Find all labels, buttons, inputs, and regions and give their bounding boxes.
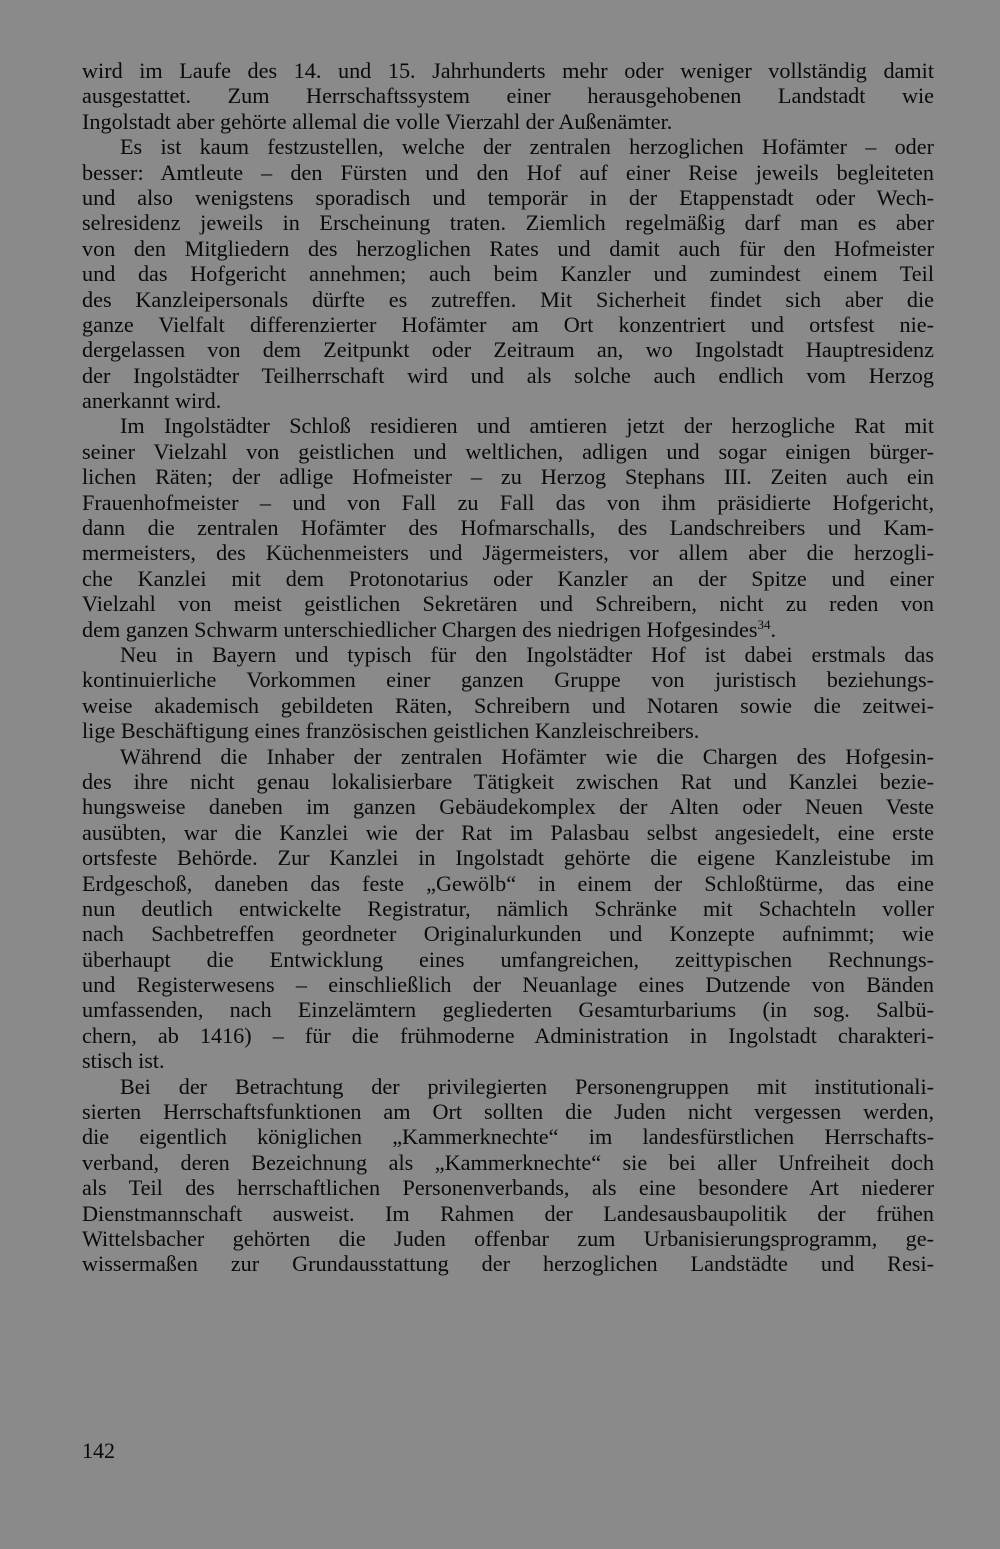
- line-text: des Kanzleipersonals dürfte es zutreffen. Mit Sicherheit findet sich aber die: [82, 286, 934, 312]
- text-line: [82, 515, 934, 540]
- text-line: [82, 312, 934, 337]
- line-text: lichen Räten; der adlige Hofmeister – zu Herzog Stephans III. Zeiten auch ein: [82, 464, 934, 490]
- text-line: [82, 794, 934, 819]
- footnote-marker[interactable]: 34: [757, 616, 771, 632]
- paragraph: [82, 413, 934, 642]
- text-line: [82, 667, 934, 692]
- text-line: [82, 185, 934, 210]
- line-text: mermeisters, des Küchenmeisters und Jägermeisters, vor allem aber die herzogli-: [82, 540, 934, 566]
- line-text: Während die Inhaber der zentralen Hofämter wie die Chargen des Hofgesin-: [120, 743, 934, 769]
- line-text: ganze Vielfalt differenzierter Hofämter am Ort konzentriert und ortsfest nie-: [82, 311, 934, 337]
- paragraph: [82, 1074, 934, 1277]
- text-line: [82, 566, 934, 591]
- text-line: [82, 58, 934, 83]
- text-line: [82, 1099, 934, 1124]
- text-line: [82, 1251, 934, 1276]
- line-text: stisch ist.: [82, 1048, 165, 1074]
- line-text: besser: Amtleute – den Fürsten und den Hof auf einer Reise jeweils begleiteten: [82, 159, 934, 185]
- line-tail: .: [770, 616, 777, 642]
- text-line: [82, 871, 934, 896]
- line-text: dem ganzen Schwarm unterschiedlicher Chargen des niedrigen Hofgesindes: [82, 616, 758, 642]
- line-text: und also wenigstens sporadisch und temporär in der Etappenstadt oder Wech-: [82, 184, 934, 210]
- text-line: [82, 1074, 934, 1099]
- line-text: umfassenden, nach Einzelämtern gegliederten Gesamturbariums (in sog. Salbü-: [82, 997, 934, 1023]
- text-line: [82, 413, 934, 438]
- paragraph: [82, 642, 934, 744]
- text-line: [82, 134, 934, 159]
- text-line: [82, 1150, 934, 1175]
- line-text: lige Beschäftigung eines französischen geistlichen Kanzleischreibers.: [82, 718, 700, 744]
- line-text: seiner Vielzahl von geistlichen und weltlichen, adligen und sogar einigen bürger-: [82, 438, 934, 464]
- line-text: ausübten, war die Kanzlei wie der Rat im Palasbau selbst angesiedelt, eine erste: [82, 819, 934, 845]
- paragraph: [82, 134, 934, 413]
- line-text: dergelassen von dem Zeitpunkt oder Zeitraum an, wo Ingolstadt Hauptresidenz: [82, 337, 934, 363]
- page-number: 142: [82, 1438, 115, 1463]
- text-line: [82, 744, 934, 769]
- text-line: [82, 972, 934, 997]
- text-line: [82, 1226, 934, 1251]
- text-line: [82, 160, 934, 185]
- line-text: wissermaßen zur Grundausstattung der herzoglichen Landstädte und Resi-: [82, 1251, 934, 1277]
- text-line: [82, 997, 934, 1022]
- line-text: Bei der Betrachtung der privilegierten Personengruppen mit institutionali-: [120, 1073, 934, 1099]
- line-text: hungsweise daneben im ganzen Gebäudekomplex der Alten oder Neuen Veste: [82, 794, 934, 820]
- line-text: ortsfeste Behörde. Zur Kanzlei in Ingolstadt gehörte die eigene Kanzleistube im: [82, 845, 934, 871]
- line-text: und das Hofgericht annehmen; auch beim Kanzler und zumindest einem Teil: [82, 261, 934, 287]
- line-text: die eigentlich königlichen „Kammerknechte“ im landesfürstlichen Herrschafts-: [82, 1124, 934, 1150]
- text-line: [82, 769, 934, 794]
- line-text: che Kanzlei mit dem Protonotarius oder Kanzler an der Spitze und einer: [82, 565, 934, 591]
- line-text: dann die zentralen Hofämter des Hofmarschalls, des Landschreibers und Kam-: [82, 515, 934, 541]
- text-line: [82, 921, 934, 946]
- text-line: [82, 693, 934, 718]
- text-line: [82, 439, 934, 464]
- line-text: weise akademisch gebildeten Räten, Schreibern und Notaren sowie die zeitwei-: [82, 692, 934, 718]
- line-text: Vielzahl von meist geistlichen Sekretären und Schreibern, nicht zu reden von: [82, 591, 934, 617]
- line-text: Es ist kaum festzustellen, welche der zentralen herzoglichen Hofämter – oder: [120, 134, 934, 160]
- line-text: Ingolstadt aber gehörte allemal die volle Vierzahl der Außenämter.: [82, 108, 673, 134]
- text-line: [82, 896, 934, 921]
- text-line: [82, 83, 934, 108]
- text-line: [82, 490, 934, 515]
- line-text: von den Mitgliedern des herzoglichen Rates und damit auch für den Hofmeister: [82, 235, 934, 261]
- text-line: [82, 287, 934, 312]
- line-text: nun deutlich entwickelte Registratur, nämlich Schränke mit Schachteln voller: [82, 895, 934, 921]
- line-text: Neu in Bayern und typisch für den Ingolstädter Hof ist dabei erstmals das: [120, 641, 934, 667]
- line-text: wird im Laufe des 14. und 15. Jahrhunderts mehr oder weniger vollständig damit: [82, 58, 934, 83]
- text-line: [82, 109, 934, 134]
- text-line: [82, 388, 934, 413]
- text-line: [82, 1048, 934, 1073]
- line-text: als Teil des herrschaftlichen Personenverbands, als eine besondere Art niederer: [82, 1175, 934, 1201]
- text-line: [82, 236, 934, 261]
- paragraph: [82, 58, 934, 134]
- line-text: ausgestattet. Zum Herrschaftssystem einer herausgehobenen Landstadt wie: [82, 83, 934, 109]
- text-line: [82, 1175, 934, 1200]
- line-text: kontinuierliche Vorkommen einer ganzen Gruppe von juristisch beziehungs-: [82, 667, 934, 693]
- text-line: [82, 210, 934, 235]
- text-line: [82, 363, 934, 388]
- text-line: [82, 1201, 934, 1226]
- text-line: [82, 820, 934, 845]
- line-text: sierten Herrschaftsfunktionen am Ort sollten die Juden nicht vergessen werden,: [82, 1099, 934, 1125]
- text-line: [82, 464, 934, 489]
- line-text: des ihre nicht genau lokalisierbare Tätigkeit zwischen Rat und Kanzlei bezie-: [82, 768, 934, 794]
- text-line: [82, 261, 934, 286]
- page-body: [82, 58, 934, 1277]
- line-text: chern, ab 1416) – für die frühmoderne Administration in Ingolstadt charakteri-: [82, 1022, 934, 1048]
- text-line: [82, 1124, 934, 1149]
- line-text: überhaupt die Entwicklung eines umfangreichen, zeittypischen Rechnungs-: [82, 946, 934, 972]
- text-line: [82, 947, 934, 972]
- text-line: [82, 591, 934, 616]
- line-text: Dienstmannschaft ausweist. Im Rahmen der Landesausbaupolitik der frühen: [82, 1200, 934, 1226]
- line-text: Im Ingolstädter Schloß residieren und amtieren jetzt der herzogliche Rat mit: [120, 413, 934, 439]
- line-text: und Registerwesens – einschließlich der Neuanlage eines Dutzende von Bänden: [82, 972, 934, 998]
- text-line: [82, 337, 934, 362]
- line-text: nach Sachbetreffen geordneter Originalurkunden und Konzepte aufnimmt; wie: [82, 921, 934, 947]
- line-text: Frauenhofmeister – und von Fall zu Fall das von ihm präsidierte Hofgericht,: [82, 489, 934, 515]
- text-line: [82, 718, 934, 743]
- line-text: anerkannt wird.: [82, 388, 222, 414]
- line-text: verband, deren Bezeichnung als „Kammerknechte“ sie bei aller Unfreiheit doch: [82, 1149, 934, 1175]
- line-text: selresidenz jeweils in Erscheinung traten. Ziemlich regelmäßig darf man es aber: [82, 210, 934, 236]
- text-line: [82, 617, 934, 642]
- text-line: [82, 540, 934, 565]
- line-text: Wittelsbacher gehörten die Juden offenbar zum Urbanisierungsprogramm, ge-: [82, 1225, 934, 1251]
- paragraph: [82, 744, 934, 1074]
- text-line: [82, 642, 934, 667]
- line-text: der Ingolstädter Teilherrschaft wird und als solche auch endlich vom Herzog: [82, 362, 934, 388]
- text-line: [82, 845, 934, 870]
- line-text: Erdgeschoß, daneben das feste „Gewölb“ in einem der Schloßtürme, das eine: [82, 870, 934, 896]
- text-line: [82, 1023, 934, 1048]
